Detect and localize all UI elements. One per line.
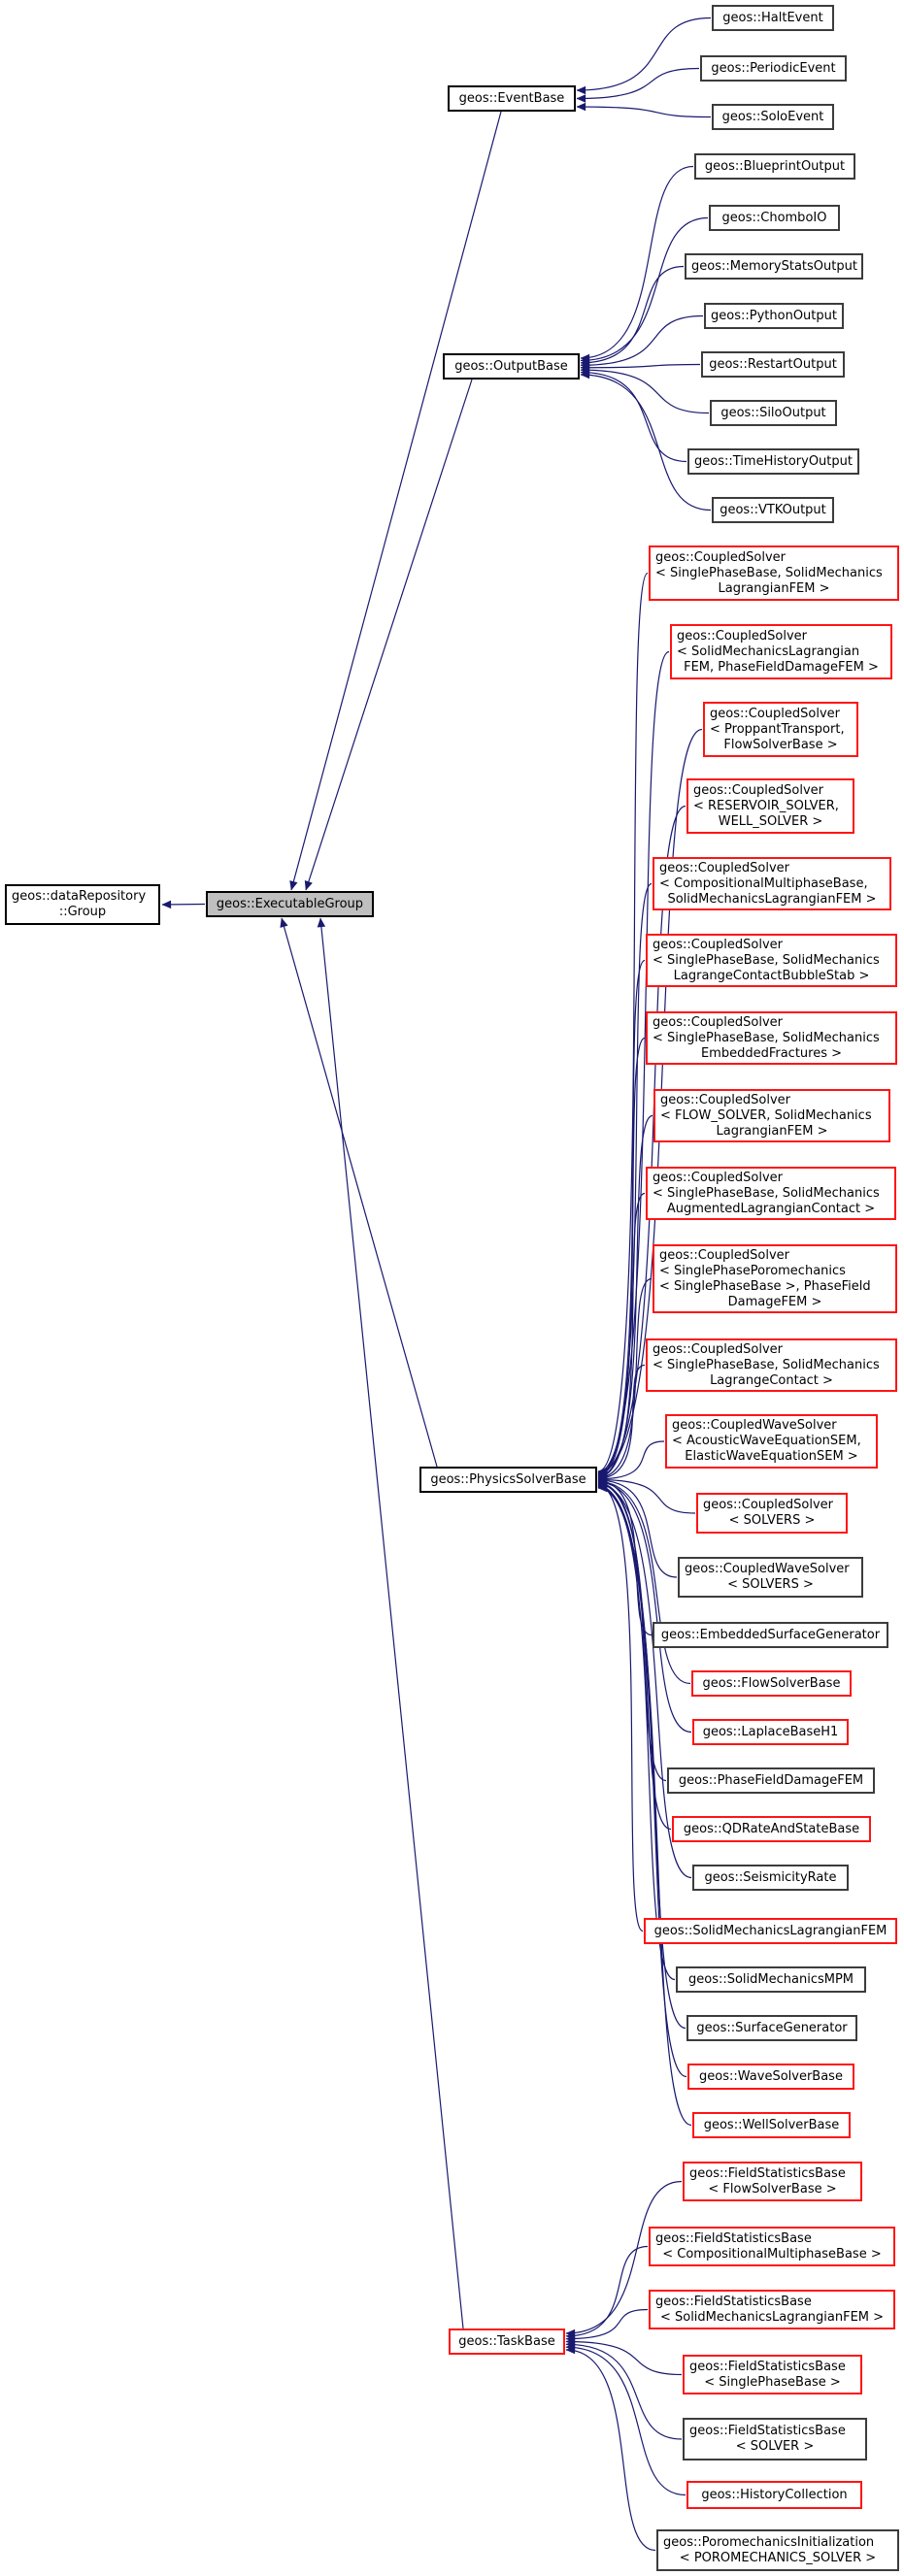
class-label-line: geos::VTKOutput [720,502,826,517]
class-node-esg[interactable] [653,1622,888,1648]
class-node-cs_cmb_smlfem[interactable] [653,857,891,910]
class-label-line: < CompositionalMultiphaseBase, [659,875,868,891]
inheritance-edge-fs_solver-to-taskbase [566,2344,682,2439]
class-label-line: < SinglePhaseBase, SolidMechanics [653,1185,880,1201]
class-label-line: geos::CoupledSolver [655,549,786,565]
class-label-line: LagrangeContact > [710,1372,833,1388]
inheritance-edge-timehistoryoutput-to-outputbase [581,373,686,462]
class-node-exec[interactable] [206,891,374,917]
class-node-fsb[interactable] [691,1670,852,1697]
inheritance-edge-fs_cmb-to-taskbase [566,2247,648,2336]
class-node-fs_spb[interactable] [683,2355,862,2394]
class-label-line: geos::QDRateAndStateBase [683,1821,860,1836]
class-label-line: geos::ExecutableGroup [216,896,364,911]
class-label-line: geos::HaltEvent [722,10,823,25]
class-label-line: FlowSolverBase > [723,737,838,752]
class-label-line: geos::MemoryStatsOutput [691,258,857,274]
class-label-line: geos::EventBase [458,90,565,106]
class-label-line: geos::CoupledSolver [659,860,789,875]
class-label-line: < POROMECHANICS_SOLVER > [679,2550,877,2565]
class-label-line: < ProppantTransport, [710,721,845,737]
class-label-line: geos::LaplaceBaseH1 [702,1724,839,1739]
class-node-cs_sppm_pfd[interactable] [653,1244,897,1313]
class-label-line: geos::CoupledSolver [653,1341,783,1357]
inheritance-edge-physicssolverbase-to-exec [282,918,437,1467]
class-label-line: AugmentedLagrangianContact > [666,1201,876,1216]
class-node-smlfem[interactable] [644,1918,897,1944]
class-node-fs_solver[interactable] [683,2418,867,2460]
class-label-line: geos::CoupledSolver [653,937,783,952]
class-label-line: geos::CoupledSolver [653,1170,783,1185]
class-node-pfdfem[interactable] [667,1767,875,1794]
class-label-line: geos::SeismicityRate [704,1869,837,1885]
class-node-chomboio[interactable] [709,205,840,231]
class-node-silooutput[interactable] [710,400,837,426]
inheritance-edge-soloevent-to-eventbase [577,107,711,117]
inheritance-edge-cs_sp_smlfem-to-physicssolverbase [598,574,648,1472]
class-label-line: geos::SurfaceGenerator [696,2020,848,2035]
class-label-line: < SOLVER > [735,2439,815,2454]
class-label-line: geos::OutputBase [454,358,568,374]
inheritance-edge-fs_smlfem-to-taskbase [566,2310,648,2339]
class-label-line: < SolidMechanicsLagrangian [677,644,860,659]
class-label-line: < SinglePhaseBase, SolidMechanics [653,1357,880,1372]
class-node-group[interactable] [5,884,160,925]
inheritance-edge-histcol-to-taskbase [566,2347,686,2494]
class-label-line: geos::FlowSolverBase [702,1675,841,1691]
inheritance-edge-memorystatsoutput-to-outputbase [581,267,684,363]
class-node-cs_pt_fsb[interactable] [703,702,858,757]
class-label-line: geos::FieldStatisticsBase [689,2165,846,2181]
inheritance-edge-eventbase-to-exec [291,112,501,890]
class-node-cs_sp_smlfem[interactable] [649,545,899,601]
class-label-line: < SolidMechanicsLagrangianFEM > [659,2309,885,2325]
class-label-line: < FLOW_SOLVER, SolidMechanics [660,1107,872,1123]
class-node-cs_fs_smlfem[interactable] [653,1089,890,1142]
class-label-line: geos::HistoryCollection [701,2487,848,2502]
class-node-taskbase[interactable] [449,2328,565,2355]
class-label-line: geos::CoupledSolver [710,706,840,721]
class-label-line: geos::TimeHistoryOutput [694,453,853,469]
class-node-haltevent[interactable] [712,5,834,31]
class-label-line: geos::WaveSolverBase [699,2068,843,2084]
inheritance-edge-taskbase-to-exec [320,918,463,2328]
class-label-line: < SinglePhaseBase, SolidMechanics [653,952,880,968]
class-label-line: < SinglePhaseBase >, PhaseField [659,1278,871,1294]
class-node-wavesb[interactable] [687,2064,854,2090]
class-node-vtkoutput[interactable] [712,497,834,523]
class-label-line: geos::CoupledSolver [703,1498,833,1512]
class-label-line: EmbeddedFractures > [700,1045,843,1061]
class-label-line: < FlowSolverBase > [708,2181,837,2196]
class-label-line: geos::FieldStatisticsBase [689,2359,846,2374]
class-label-line: geos::CoupledWaveSolver [685,1562,850,1576]
class-label-line: WELL_SOLVER > [718,813,823,829]
class-node-periodicevent[interactable] [700,55,847,82]
class-node-physicssolverbase[interactable] [419,1467,597,1493]
class-label-line: < RESERVOIR_SOLVER, [693,798,839,813]
class-label-line: SolidMechanicsLagrangianFEM > [667,891,877,907]
class-label-line: geos::TaskBase [458,2333,555,2349]
class-node-eventbase[interactable] [448,85,576,112]
inheritance-edge-chomboio-to-outputbase [581,218,708,361]
inheritance-edge-poroinit-to-taskbase [566,2350,655,2551]
class-label-line: < SinglePhaseBase, SolidMechanics [655,565,883,580]
class-node-wellsb[interactable] [692,2112,851,2138]
class-label-line: geos::FieldStatisticsBase [655,2294,812,2309]
class-label-line: ElasticWaveEquationSEM > [685,1449,858,1464]
class-node-fs_cmb[interactable] [649,2227,895,2266]
class-label-line: < SOLVERS > [727,1577,814,1592]
class-label-line: geos::CoupledSolver [659,1247,789,1263]
inheritance-edge-surfgen-to-physicssolverbase [598,1487,686,2029]
class-label-line: geos::PhaseFieldDamageFEM [678,1772,864,1788]
class-node-timehistoryoutput[interactable] [687,448,859,475]
class-node-cs_rs_ws[interactable] [686,778,854,834]
class-label-line: LagrangeContactBubbleStab > [673,968,870,983]
class-label-line: < SinglePhasePoromechanics [659,1263,846,1278]
class-node-poroinit[interactable] [656,2529,899,2571]
class-label-line: geos::FieldStatisticsBase [655,2230,812,2246]
class-label-line: geos::WellSolverBase [703,2117,840,2132]
class-label-line: geos::FieldStatisticsBase [689,2424,846,2438]
class-label-line: geos::BlueprintOutput [704,158,846,174]
class-node-blueprintoutput[interactable] [694,153,855,180]
class-node-cws_solvers[interactable] [678,1557,863,1598]
class-node-cs_sp_smef[interactable] [646,1011,897,1065]
class-node-restartoutput[interactable] [701,351,845,378]
class-label-line: LagrangianFEM > [718,580,830,596]
class-label-line: geos::RestartOutput [709,356,837,372]
inheritance-edge-lbh1-to-physicssolverbase [598,1482,691,1732]
class-label-line: geos::CoupledSolver [677,628,807,644]
class-node-cs_sp_smlcbs[interactable] [646,934,897,987]
class-node-fs_smlfem[interactable] [649,2290,895,2329]
class-node-lbh1[interactable] [692,1719,849,1745]
class-node-soloevent[interactable] [712,104,834,130]
class-node-surfgen[interactable] [686,2015,857,2041]
class-label-line: FEM, PhaseFieldDamageFEM > [684,659,879,675]
inheritance-edge-periodicevent-to-eventbase [577,69,699,99]
class-node-pythonoutput[interactable] [704,303,844,329]
class-label-line: geos::SoloEvent [721,109,824,124]
class-label-line: geos::dataRepository [12,889,147,904]
class-label-line: < AcousticWaveEquationSEM, [672,1434,861,1448]
class-label-line: geos::CoupledSolver [693,782,823,798]
class-node-smmpm[interactable] [676,1966,866,1993]
class-node-cs_sml_pfd[interactable] [670,624,892,679]
class-label-line: geos::PoromechanicsInitialization [663,2534,875,2550]
class-node-seis[interactable] [692,1865,849,1891]
class-label-line: LagrangianFEM > [716,1123,828,1139]
class-node-cs_sp_smalc[interactable] [646,1167,896,1220]
inheritance-edge-cs_cmb_smlfem-to-physicssolverbase [598,884,652,1474]
class-label-line: geos::SiloOutput [720,405,826,420]
class-label-line: geos::PythonOutput [711,308,837,323]
inheritance-edge-haltevent-to-eventbase [577,18,711,91]
class-node-histcol[interactable] [686,2481,862,2509]
class-label-line: < SinglePhaseBase > [704,2374,841,2390]
class-label-line: geos::ChomboIO [721,210,827,225]
class-label-line: geos::CoupledSolver [653,1014,783,1030]
class-node-outputbase[interactable] [443,353,580,380]
inheritance-edge-vtkoutput-to-outputbase [581,375,711,511]
class-node-qdrs[interactable] [672,1816,871,1842]
class-label-line: < SOLVERS > [728,1513,816,1528]
class-label-line: geos::PhysicsSolverBase [430,1471,586,1487]
inheritance-edge-outputbase-to-exec [306,380,472,890]
inheritance-edge-exec-to-group [162,905,205,906]
class-node-cs_sp_smlc[interactable] [646,1338,897,1392]
class-label-line: DamageFEM > [727,1294,822,1309]
class-node-cs_solvers[interactable] [696,1493,848,1534]
class-label-line: geos::PeriodicEvent [711,60,836,76]
class-label-line: geos::EmbeddedSurfaceGenerator [660,1627,881,1642]
class-node-fs_fsb[interactable] [683,2162,862,2201]
class-node-memorystatsoutput[interactable] [685,253,863,280]
class-label-line: < CompositionalMultiphaseBase > [662,2246,882,2262]
class-node-cws_awe_ewe[interactable] [665,1414,878,1469]
class-label-line: ::Group [58,905,107,919]
class-label-line: geos::SolidMechanicsLagrangianFEM [653,1923,887,1938]
class-label-line: geos::SolidMechanicsMPM [687,1971,854,1987]
class-label-line: geos::CoupledSolver [660,1092,790,1107]
class-label-line: geos::CoupledWaveSolver [672,1418,837,1433]
class-label-line: < SinglePhaseBase, SolidMechanics [653,1030,880,1045]
